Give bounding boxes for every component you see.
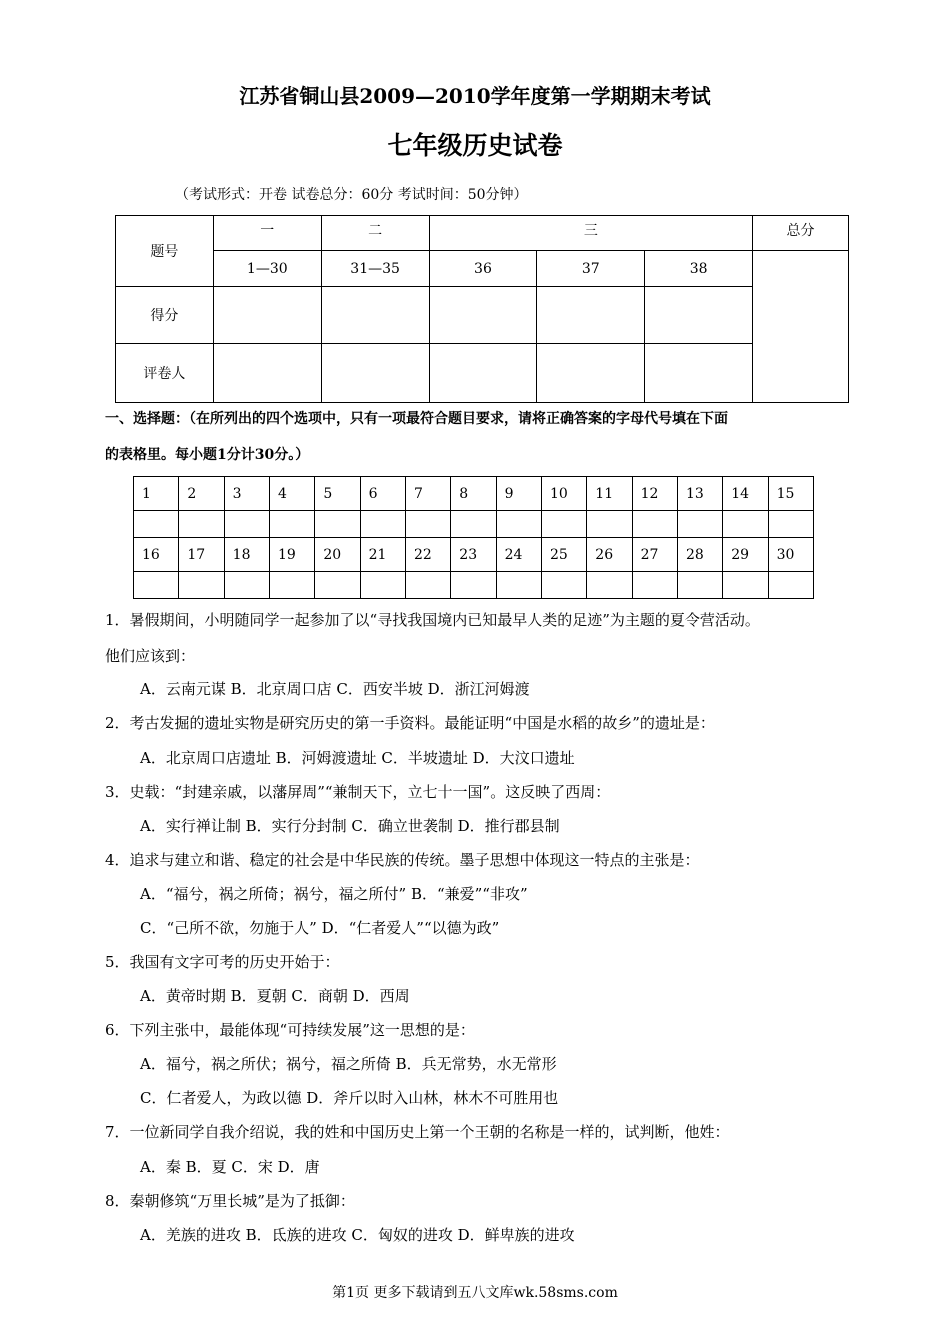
answer-number: 7: [405, 477, 450, 511]
answer-number: 17: [179, 538, 224, 572]
label-score: 得分: [116, 287, 214, 344]
answer-number: 8: [451, 477, 496, 511]
label-grader: 评卷人: [116, 344, 214, 403]
exam-info: （考试形式：开卷 试卷总分：60分 考试时间：50分钟）: [175, 187, 528, 203]
answer-cell: [723, 572, 768, 599]
answer-number: 1: [134, 477, 179, 511]
score-cell: [537, 287, 645, 344]
question-37: 37: [537, 251, 645, 287]
question-1-stem: 1．暑假期间，小明随同学一起参加了以“寻找我国境内已知最早人类的足迹”为主题的夏令营活动。: [105, 611, 760, 629]
answer-number: 27: [632, 538, 677, 572]
answer-number: 4: [269, 477, 314, 511]
question-6-stem: 6．下列主张中，最能体现“可持续发展”这一思想的是：: [105, 1021, 475, 1039]
part-2-header: 二: [321, 216, 429, 251]
part-3-header: 三: [429, 216, 753, 251]
answer-number: 16: [134, 538, 179, 572]
answer-cell: [360, 511, 405, 538]
answer-number: 11: [587, 477, 632, 511]
answer-cell: [405, 572, 450, 599]
question-3-options: A．实行禅让制 B．实行分封制 C．确立世袭制 D．推行郡县制: [140, 817, 560, 835]
grader-cell: [537, 344, 645, 403]
answer-cell: [496, 572, 541, 599]
answer-cell: [134, 511, 179, 538]
answer-cell: [179, 572, 224, 599]
question-6-options-2: C．仁者爱人，为政以德 D．斧斤以时入山林，林木不可胜用也: [140, 1089, 559, 1107]
question-4-options-1: A．“福兮，祸之所倚；祸兮，福之所付” B．“兼爱”“非攻”: [140, 885, 528, 903]
section-1-instruction: 一、选择题：（在所列出的四个选项中，只有一项最符合题目要求，请将正确答案的字母代号填在下面: [105, 411, 728, 427]
part-1-header: 一: [213, 216, 321, 251]
answer-number: 28: [677, 538, 722, 572]
answer-cell: [134, 572, 179, 599]
answer-cell: [224, 511, 269, 538]
question-2-stem: 2．考古发掘的遗址实物是研究历史的第一手资料。最能证明“中国是水稻的故乡”的遗址是：: [105, 714, 715, 732]
answer-number: 18: [224, 538, 269, 572]
grader-cell: [213, 344, 321, 403]
answer-number: 6: [360, 477, 405, 511]
answer-cell: [768, 572, 813, 599]
answer-number: 15: [768, 477, 813, 511]
question-6-options-1: A．福兮，祸之所伏；祸兮，福之所倚 B．兵无常势，水无常形: [140, 1055, 557, 1073]
question-5-options: A．黄帝时期 B．夏朝 C．商朝 D．西周: [140, 987, 410, 1005]
score-cell: [213, 287, 321, 344]
answer-number: 9: [496, 477, 541, 511]
score-cell: [645, 287, 753, 344]
answer-cell: [587, 511, 632, 538]
question-4-options-2: C．“己所不欲，勿施于人” D．“仁者爱人”“以德为政”: [140, 919, 500, 937]
grader-cell: [645, 344, 753, 403]
answer-number: 21: [360, 538, 405, 572]
question-36: 36: [429, 251, 537, 287]
answer-number: 24: [496, 538, 541, 572]
answer-cell: [677, 572, 722, 599]
answer-cell: [587, 572, 632, 599]
question-8-stem: 8．秦朝修筑“万里长城”是为了抵御：: [105, 1192, 355, 1210]
answer-cell: [451, 572, 496, 599]
question-1-stem-cont: 他们应该到：: [105, 647, 196, 665]
exam-title: 江苏省铜山县2009—2010学年度第一学期期末考试: [239, 84, 711, 108]
answer-table: [133, 476, 814, 599]
answer-number: 12: [632, 477, 677, 511]
answer-cell: [768, 511, 813, 538]
question-38: 38: [645, 251, 753, 287]
answer-number: 10: [541, 477, 586, 511]
answer-cell: [360, 572, 405, 599]
answer-cell: [541, 572, 586, 599]
answer-cell: [541, 511, 586, 538]
question-3-stem: 3．史载：“封建亲戚，以藩屏周”“兼制天下，立七十一国”。这反映了西周：: [105, 783, 611, 801]
answer-number: 20: [315, 538, 360, 572]
question-8-options: A．羌族的进攻 B．氐族的进攻 C．匈奴的进攻 D．鲜卑族的进攻: [140, 1226, 575, 1244]
answer-number: 3: [224, 477, 269, 511]
answer-cell: [723, 511, 768, 538]
answer-cell: [269, 572, 314, 599]
label-total: 总分: [753, 216, 849, 251]
range-1-30: 1—30: [213, 251, 321, 287]
answer-cell: [315, 572, 360, 599]
answer-cell: [632, 511, 677, 538]
answer-cell: [405, 511, 450, 538]
score-cell: [321, 287, 429, 344]
total-score-cell: [753, 251, 849, 403]
answer-number: 22: [405, 538, 450, 572]
answer-cell: [451, 511, 496, 538]
exam-subtitle: 七年级历史试卷: [387, 131, 563, 160]
label-question-number: 题号: [116, 216, 214, 287]
answer-number: 23: [451, 538, 496, 572]
question-5-stem: 5．我国有文字可考的历史开始于：: [105, 953, 340, 971]
score-table: [115, 215, 849, 403]
answer-number: 2: [179, 477, 224, 511]
score-cell: [429, 287, 537, 344]
answer-number: 25: [541, 538, 586, 572]
question-7-options: A．秦 B．夏 C．宋 D．唐: [140, 1158, 320, 1176]
answer-number: 26: [587, 538, 632, 572]
answer-number: 5: [315, 477, 360, 511]
section-1-instruction-cont: 的表格里。每小题1分计30分。）: [105, 447, 310, 463]
answer-cell: [677, 511, 722, 538]
page-footer: 第1页 更多下载请到五八文库wk.58sms.com: [332, 1285, 618, 1301]
question-7-stem: 7．一位新同学自我介绍说，我的姓和中国历史上第一个王朝的名称是一样的，试判断，他姓：: [105, 1123, 730, 1141]
answer-cell: [315, 511, 360, 538]
answer-number: 13: [677, 477, 722, 511]
grader-cell: [321, 344, 429, 403]
answer-cell: [179, 511, 224, 538]
answer-cell: [496, 511, 541, 538]
grader-cell: [429, 344, 537, 403]
question-2-options: A．北京周口店遗址 B．河姆渡遗址 C．半坡遗址 D．大汶口遗址: [140, 749, 575, 767]
answer-cell: [224, 572, 269, 599]
answer-cell: [269, 511, 314, 538]
answer-cell: [632, 572, 677, 599]
answer-number: 14: [723, 477, 768, 511]
question-1-options: A．云南元谋 B．北京周口店 C．西安半坡 D．浙江河姆渡: [140, 680, 530, 698]
answer-number: 19: [269, 538, 314, 572]
range-31-35: 31—35: [321, 251, 429, 287]
answer-number: 29: [723, 538, 768, 572]
answer-number: 30: [768, 538, 813, 572]
question-4-stem: 4．追求与建立和谐、稳定的社会是中华民族的传统。墨子思想中体现这一特点的主张是：: [105, 851, 700, 869]
